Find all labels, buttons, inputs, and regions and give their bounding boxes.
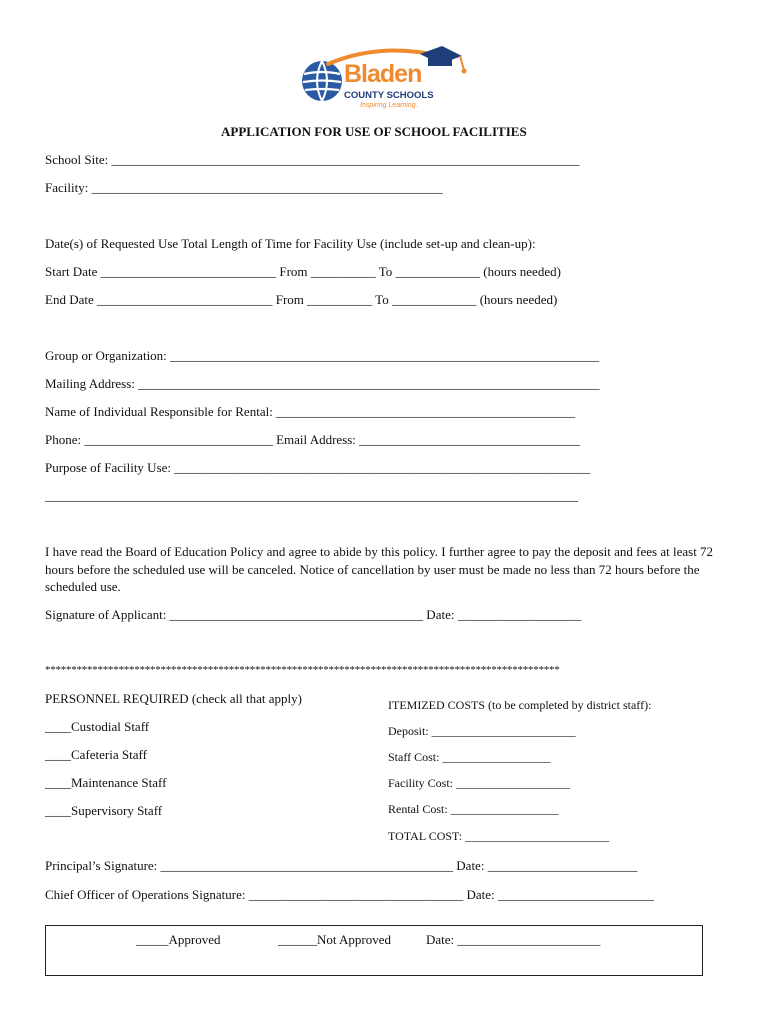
logo-name: Bladen — [344, 60, 422, 88]
school-site-field[interactable]: School Site: ________________________________________________________________________ — [45, 152, 580, 167]
approved-checkbox[interactable]: _____Approved — [136, 932, 221, 947]
phone-email-row[interactable]: Phone: _____________________________ Email Address: __________________________________ — [45, 432, 581, 447]
end-date-row[interactable]: End Date ___________________________ From __________ To _____________ (hours needed) — [45, 292, 558, 307]
personnel-heading: PERSONNEL REQUIRED (check all that apply) — [45, 691, 302, 706]
principal-signature-row[interactable]: Principal’s Signature: _____________________________________________ Date: _______________________ — [45, 858, 638, 873]
personnel-supervisory-staff[interactable]: ____Supervisory Staff — [45, 803, 163, 818]
not-approved-checkbox[interactable]: ______Not Approved — [278, 932, 392, 947]
purpose-field[interactable]: Purpose of Facility Use: ________________________________________________________________ — [45, 460, 591, 475]
cost-staff-field[interactable]: Staff Cost: __________________ — [388, 750, 551, 764]
personnel-maintenance-staff[interactable]: ____Maintenance Staff — [45, 775, 167, 790]
group-organization-field[interactable]: Group or Organization: __________________________________________________________________ — [45, 348, 600, 363]
cost-deposit-field[interactable]: Deposit: ________________________ — [388, 724, 576, 738]
cost-rental-field[interactable]: Rental Cost: __________________ — [388, 802, 559, 816]
logo-tagline: Inspiring Learning. — [360, 102, 418, 109]
personnel-custodial-staff[interactable]: ____Custodial Staff — [45, 719, 150, 734]
cost-facility-field[interactable]: Facility Cost: ___________________ — [388, 776, 571, 790]
logo-subtitle: COUNTY SCHOOLS — [344, 90, 434, 101]
start-date-row[interactable]: Start Date ___________________________ From __________ To _____________ (hours needed) — [45, 264, 561, 279]
policy-agreement-text: I have read the Board of Education Policy and agree to abide by this policy. I further agree to pay the deposit and fees at least 72 hours before the scheduled use will be canceled. Notice of cancellation by user must be made no less than 72 hours before the scheduled use. — [45, 544, 714, 594]
itemized-costs-heading: ITEMIZED COSTS (to be completed by district staff): — [388, 698, 652, 712]
separator-line: ************************************************************************************************** — [45, 664, 560, 676]
personnel-cafeteria-staff[interactable]: ____Cafeteria Staff — [45, 747, 147, 762]
responsible-individual-field[interactable]: Name of Individual Responsible for Rental: ______________________________________________ — [45, 404, 576, 419]
approval-box — [45, 925, 703, 976]
bladen-county-schools-logo — [300, 44, 472, 114]
mailing-address-field[interactable]: Mailing Address: _______________________________________________________________________ — [45, 376, 600, 391]
cost-total-field[interactable]: TOTAL COST: ________________________ — [388, 829, 610, 843]
approval-date-field[interactable]: Date: ______________________ — [426, 932, 601, 947]
applicant-signature-row[interactable]: Signature of Applicant: _______________________________________ Date: ___________________ — [45, 607, 582, 622]
form-title: APPLICATION FOR USE OF SCHOOL FACILITIES — [221, 124, 527, 139]
dates-heading: Date(s) of Requested Use Total Length of Time for Facility Use (include set-up and clean-up): — [45, 236, 536, 251]
purpose-field-line-2[interactable]: __________________________________________________________________________________ — [45, 488, 578, 503]
chief-officer-signature-row[interactable]: Chief Officer of Operations Signature: _________________________________ Date: ________________________ — [45, 887, 654, 902]
facility-field[interactable]: Facility: ______________________________________________________ — [45, 180, 443, 195]
